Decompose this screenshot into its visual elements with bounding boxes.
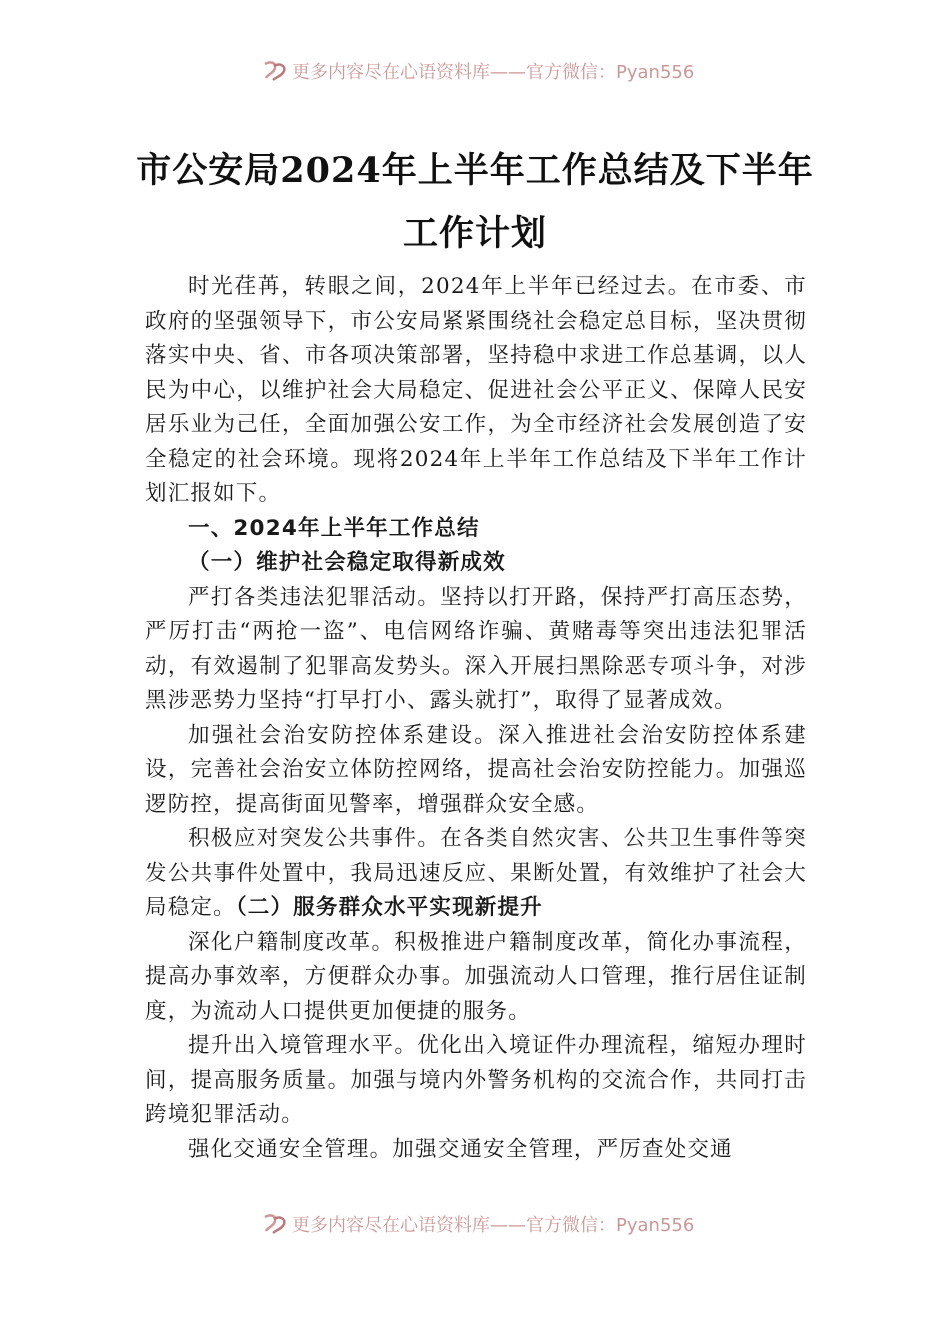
paragraph-crime-crackdown: 严打各类违法犯罪活动。坚持以打开路，保持严打高压态势，严厉打击“两抢一盗”、电信网络诈骗、黄赌毒等突出违法犯罪活动，有效遏制了犯罪高发势头。深入开展扫黑除恶专项斗争，对涉黑涉恶势力坚持“打早打小、露头就打”，取得了显著成效。	[145, 584, 807, 713]
watermark-footer	[262, 1211, 694, 1237]
paragraph-traffic: 强化交通安全管理。加强交通安全管理，严厉查处交通	[188, 1136, 733, 1162]
watermark-text: 更多内容尽在心语资料库——官方微信：Pyan556	[292, 62, 695, 83]
paragraph-emergency-text: 积极应对突发公共事件。在各类自然灾害、公共卫生事件等突发公共事件处置中，我局迅速反应、果断处置，有效维护了社会大局稳定。	[145, 826, 807, 920]
subsection-heading-2: （二）服务群众水平实现新提升	[235, 895, 543, 920]
intro-paragraph: 时光荏苒，转眼之间，2024年上半年已经过去。在市委、市政府的坚强领导下，市公安局紧紧围绕社会稳定总目标，坚决贯彻落实中央、省、市各项决策部署，坚持稳中求进工作总基调，以人民为中心，以维护社会大局稳定、促进社会公平正义、保障人民安居乐业为己任，全面加强公安工作，为全市经济社会发展创造了安全稳定的社会环境。现将2024年上半年工作总结及下半年工作计划汇报如下。	[145, 274, 807, 506]
watermark-logo-icon	[262, 60, 288, 82]
document-title-line-2: 工作计划	[402, 213, 547, 254]
document-title-line-1: 市公安局2024年上半年工作总结及下半年	[136, 150, 814, 191]
subsection-heading-1: （一）维护社会稳定取得新成效	[188, 550, 506, 575]
watermark-text: 更多内容尽在心语资料库——官方微信：Pyan556	[292, 1215, 695, 1236]
paragraph-emergency-response	[145, 822, 807, 926]
paragraph-immigration: 提升出入境管理水平。优化出入境证件办理流程，缩短办理时间，提高服务质量。加强与境内外警务机构的交流合作，共同打击跨境犯罪活动。	[145, 1033, 807, 1127]
watermark-header	[262, 58, 694, 84]
paragraph-household-reform: 深化户籍制度改革。积极推进户籍制度改革，简化办事流程，提高办事效率，方便群众办事。加强流动人口管理，推行居住证制度，为流动人口提供更加便捷的服务。	[145, 929, 807, 1024]
document-body	[145, 270, 807, 1167]
section-heading-1: 一、2024年上半年工作总结	[188, 515, 480, 541]
paragraph-security-system: 加强社会治安防控体系建设。深入推进社会治安防控体系建设，完善社会治安立体防控网络，提高社会治安防控能力。加强巡逻防控，提高街面见警率，增强群众安全感。	[145, 722, 807, 817]
watermark-logo-icon	[262, 1213, 288, 1235]
